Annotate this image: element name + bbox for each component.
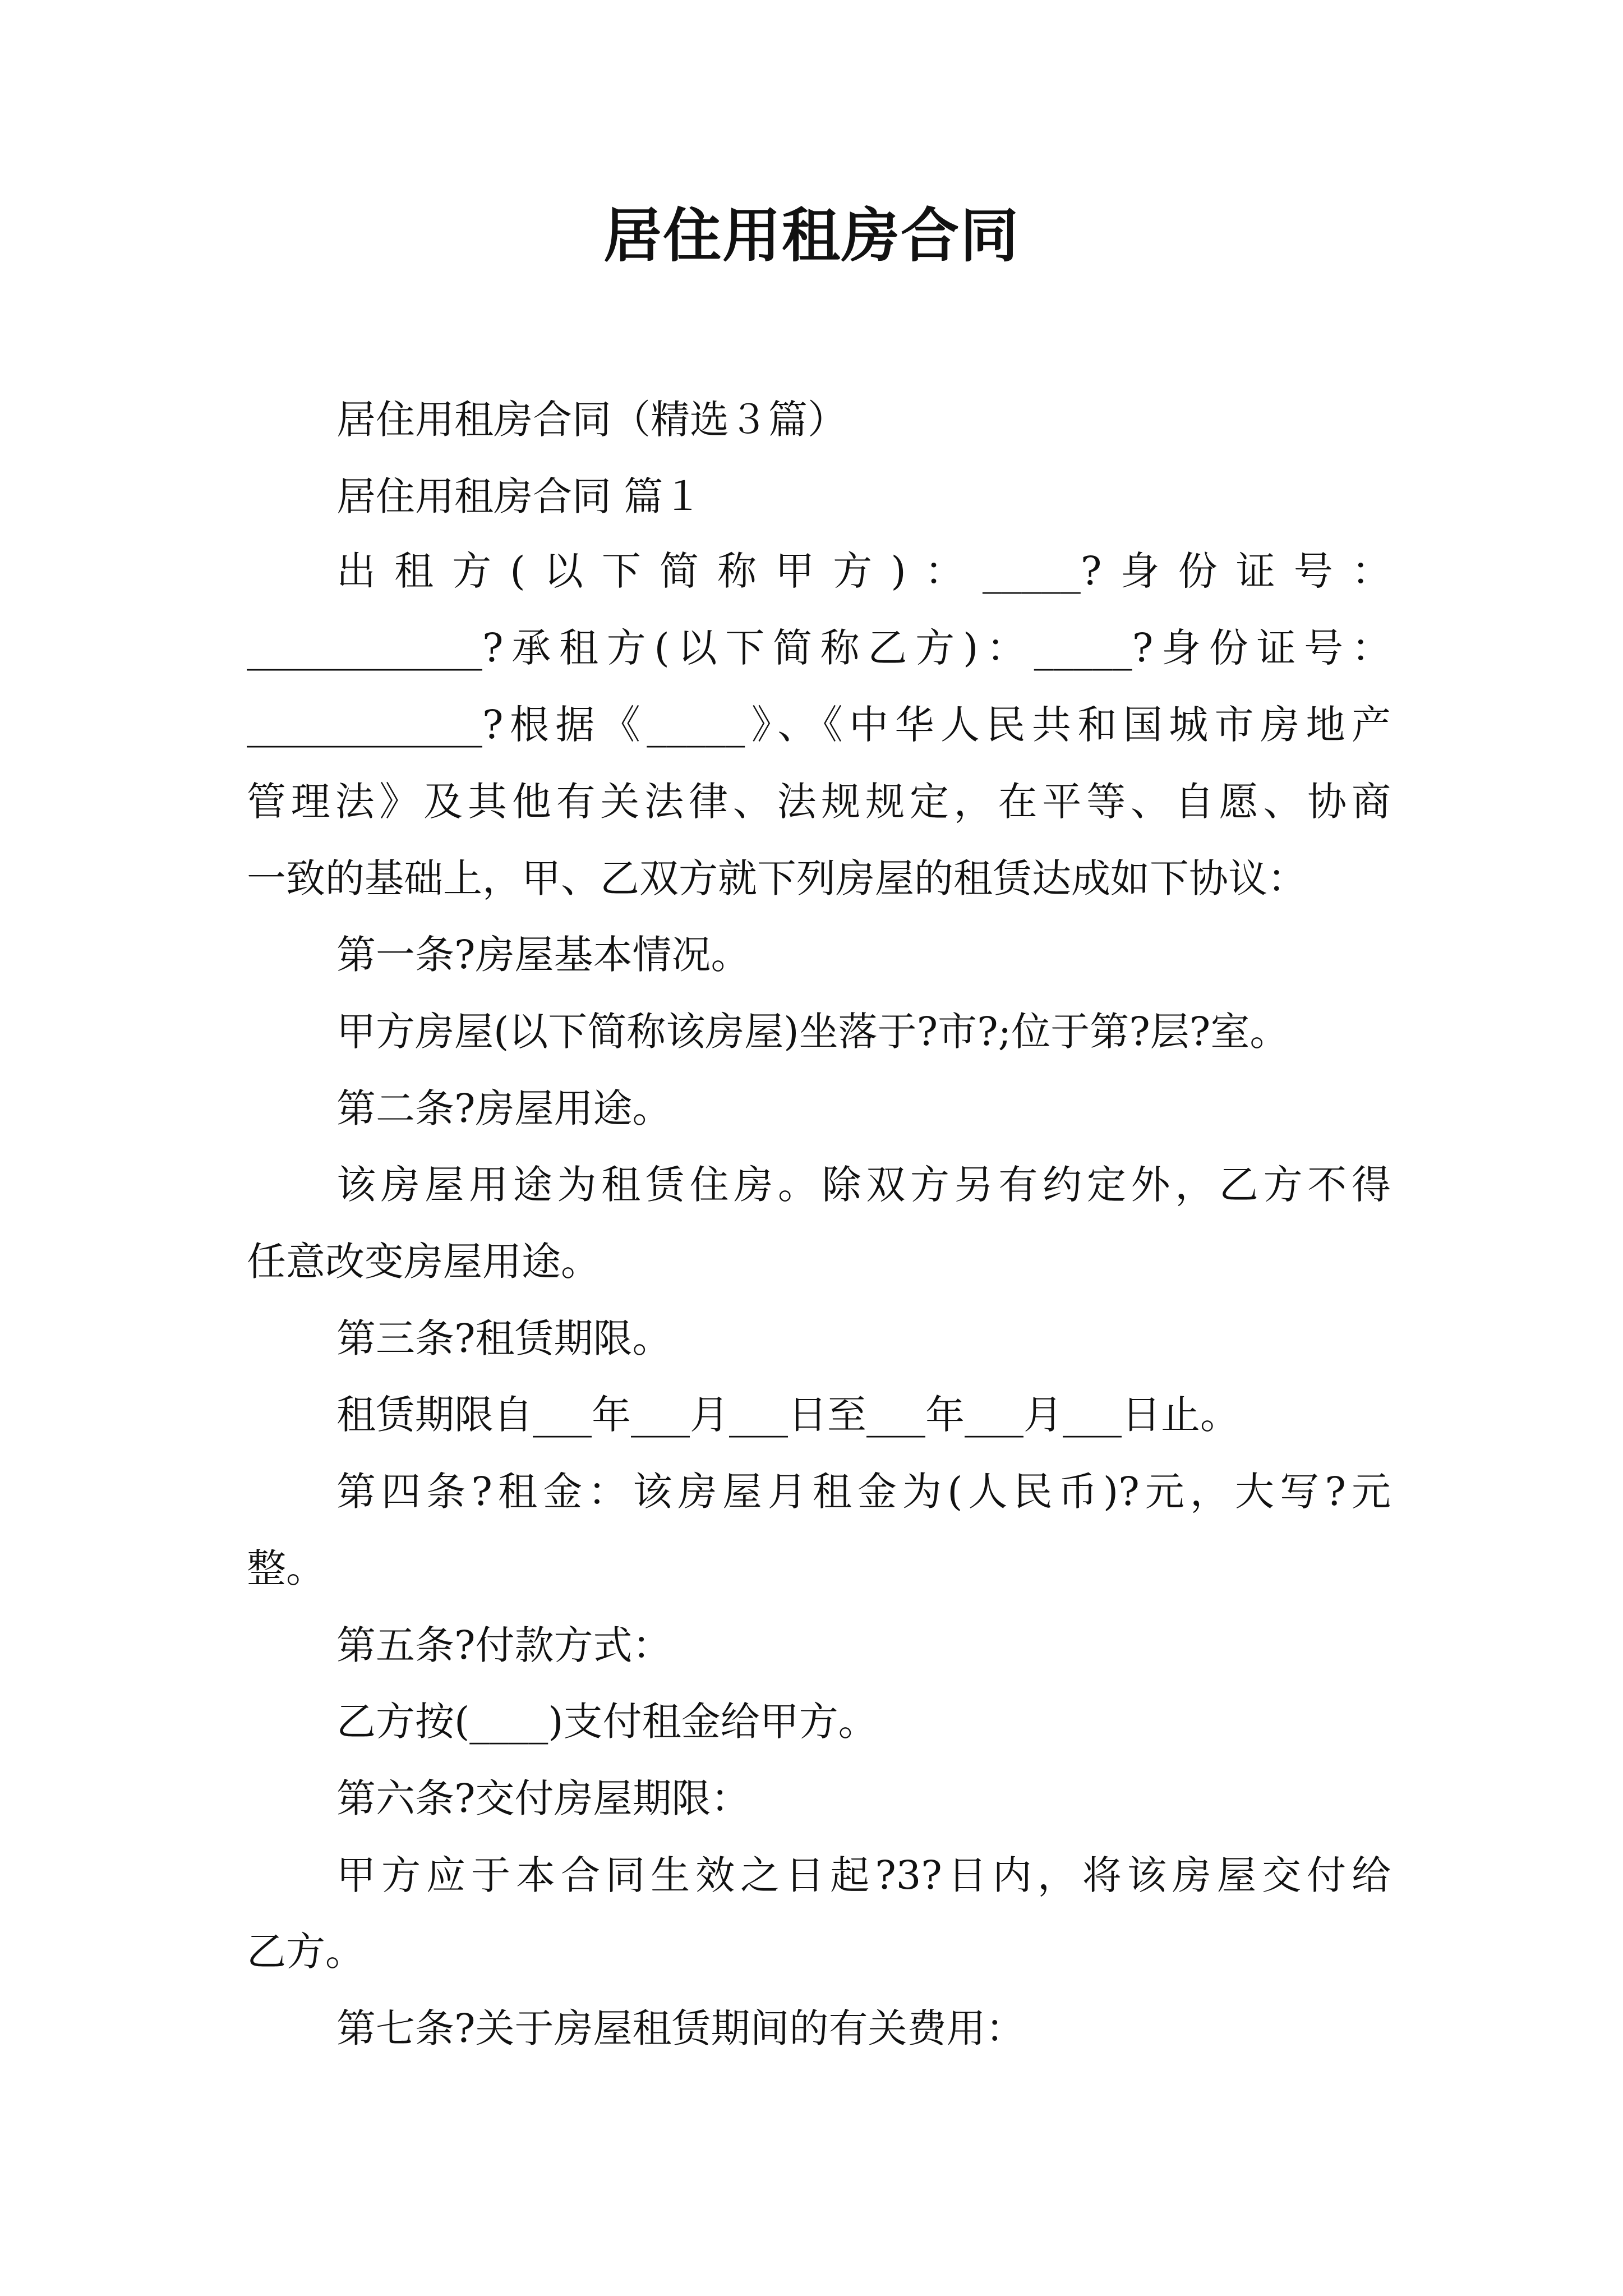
body-line: 第四条?租金：该房屋月租金为(人民币)?元，大写?元	[336, 1469, 1391, 1515]
body-line: 出租方(以下简称甲方)：_____?身份证号：	[336, 548, 1391, 594]
body-line: 管理法》及其他有关法律、法规规定，在平等、自愿、协商	[247, 779, 1391, 825]
body-line: 第一条?房屋基本情况。	[336, 932, 750, 978]
body-line: 乙方。	[247, 1929, 365, 1975]
body-line: 第六条?交付房屋期限：	[336, 1775, 750, 1821]
body-line: 任意改变房屋用途。	[247, 1239, 600, 1285]
body-line: 第二条?房屋用途。	[336, 1085, 672, 1131]
body-line: 居住用租房合同 篇１	[336, 473, 703, 519]
body-line: 整。	[247, 1545, 325, 1591]
body-line: 该房屋用途为租赁住房。除双方另有约定外，乙方不得	[336, 1162, 1391, 1208]
document-title: 居住用租房合同	[603, 201, 1020, 270]
body-line: 甲方房屋(以下简称该房屋)坐落于?市?;位于第?层?室。	[336, 1009, 1289, 1055]
body-line: 租赁期限自___年___月___日至___年___月___日止。	[336, 1392, 1239, 1438]
body-line: 甲方应于本合同生效之日起?3?日内，将该房屋交付给	[336, 1852, 1391, 1898]
body-line: 乙方按(____)支付租金给甲方。	[336, 1699, 878, 1745]
body-line: 第三条?租赁期限。	[336, 1315, 672, 1361]
body-line: 居住用租房合同（精选３篇）	[336, 397, 847, 443]
body-line: 一致的基础上，甲、乙双方就下列房屋的租赁达成如下协议：	[247, 855, 1307, 901]
body-line: 第七条?关于房屋租赁期间的有关费用：	[336, 2005, 1025, 2051]
body-line: ____________?根据《_____》、《中华人民共和国城市房地产	[247, 702, 1391, 748]
body-line: 第五条?付款方式：	[336, 1622, 672, 1668]
body-line: ____________?承租方(以下简称乙方)：_____?身份证号：	[247, 625, 1391, 671]
